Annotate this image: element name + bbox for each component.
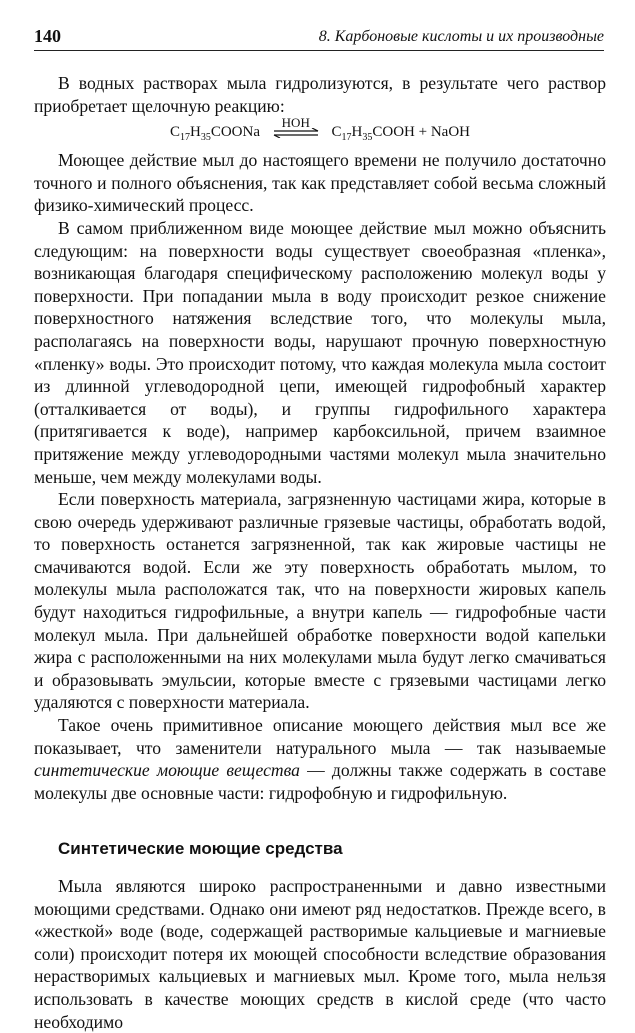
paragraph-5: Такое очень примитивное описание моющего действия мыл все же показывает, что заменители натурального мыла — так называемые синтетические моющие вещества — должны также содержать в составе молекулы две основные части: гидрофобную и гидрофильную.: [34, 715, 607, 803]
page-header: [34, 22, 604, 48]
paragraph-6: Мыла являются широко распространенными и давно известными моющими средствами. Однако они имеют ряд недостатков. Прежде всего, в «жесткой» воде (воде, содержащей растворимые кальциевые и магниевые соли) происходит потеря их моющей способности вследствие образования нерастворимых кальциевых и магниевых мыл. Кроме того, мыла нельзя использовать в качестве моющих средств в кислой среде (что часто необходимо: [34, 876, 606, 1032]
term-italic: синтетические моющие вещества: [34, 760, 300, 781]
equilibrium-arrow: [272, 114, 320, 138]
paragraph-1: В водных растворах мыла гидролизуются, в результате чего раствор приобретает щелочную реакцию:: [34, 73, 606, 116]
formula-right: $C_{17}H_{35}COOH$ + NaOH: [331, 124, 470, 144]
paragraph-4: Если поверхность материала, загрязненную частицами жира, которые в свою очередь удерживают различные грязевые частицы, обработать водой, то поверхность останется загрязненной, так как жировые частицы не смачиваются водой. Если же эту поверхность обработать мылом, то молекулы мыла расположатся так, что на поверхности жировых капель будут находиться гидрофильные, а внутри капель — гидрофобные части молекул мыла. При дальнейшей обработке поверхности водой капельки жира с расположенными на них молекулами мыла будут легко смачиваться и образовывать эмульсии, которые вместе с грязевыми частицами легко удаляются с поверхности материала.: [34, 489, 606, 713]
paragraph-2: Моющее действие мыл до настоящего времени не получило достаточно точного и полного объяснения, так как представляет собой весьма сложный физико-химический процесс.: [34, 150, 606, 216]
formula-left: $C_{17}H_{35}COONa$: [169, 124, 261, 144]
body-text: [34, 72, 606, 1033]
section-title: Синтетические моющие средства: [58, 839, 343, 859]
page-number: 140: [34, 26, 61, 46]
header-rule: [34, 50, 604, 51]
running-head: 8. Карбоновые кислоты и их производные: [318, 28, 604, 45]
reagent-label: HOH: [281, 114, 310, 130]
paragraph-3: В самом приближенном виде моющее действие мыл можно объяснить следующим: на поверхности воды существует своеобразная «пленка», возникающая благодаря специфическому расположению молекул воды у поверхности. При попадании мыла в воду происходит резкое снижение поверхностного натяжения вследствие того, что молекулы мыла, располагаясь на поверхности воды, нарушают прочную поверхностную «пленку» воды. Это происходит потому, что каждая молекула мыла состоит из длинной углеводородной цепи, имеющей гидрофобный характер (отталкивается от воды), и группы гидрофильного характера (притягивается к воде), например карбоксильной, причем взаимное притяжение между углеводородными частями молекул мыла значительно меньше, чем между молекулами воды.: [34, 217, 606, 487]
hydrolysis-equation: [34, 114, 606, 145]
